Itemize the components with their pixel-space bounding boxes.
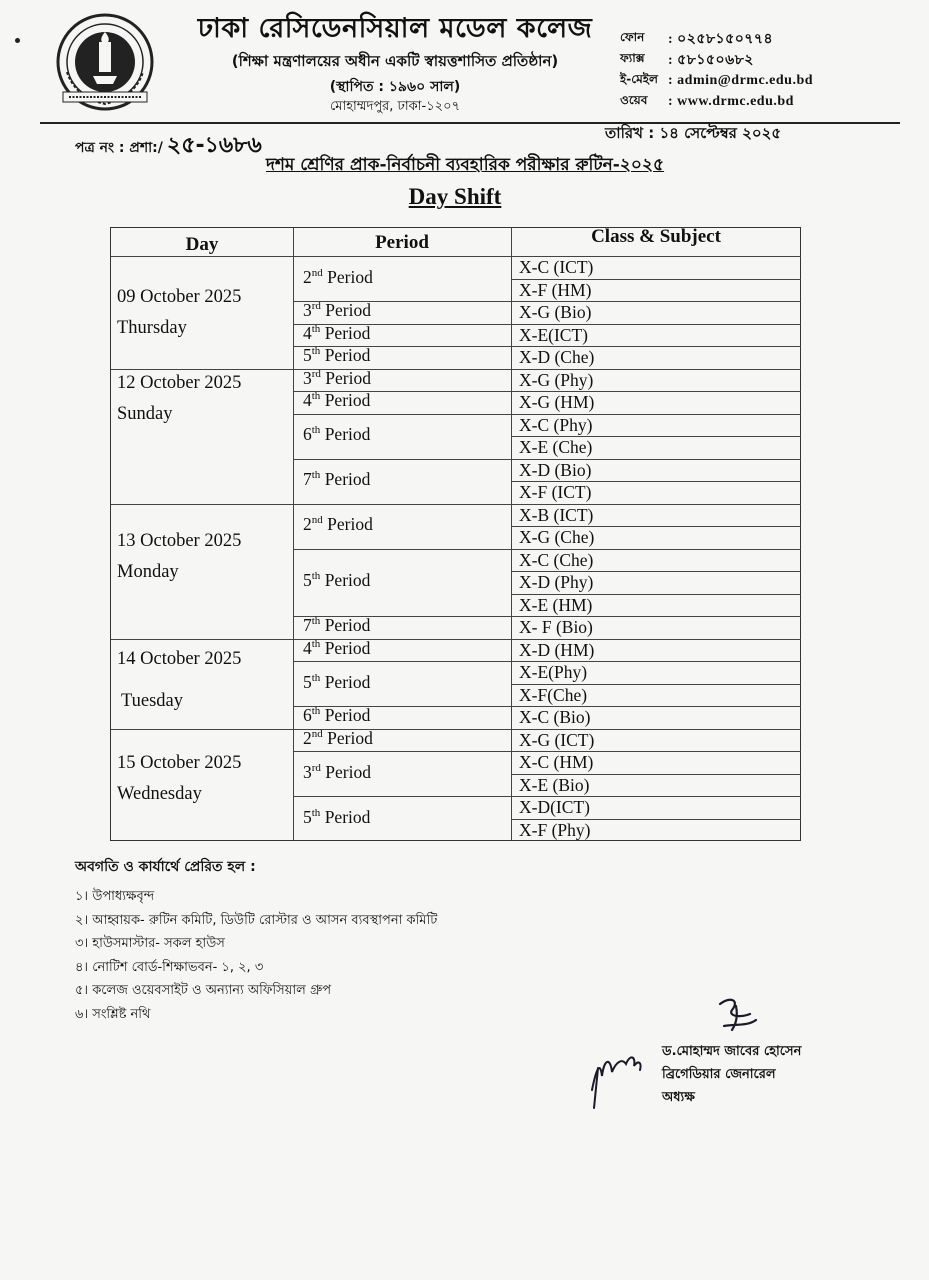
class-subject-cell: X-C (Che) bbox=[519, 549, 594, 570]
contact-label: ই-মেইল bbox=[620, 71, 658, 86]
day-date: 12 October 2025 bbox=[117, 373, 242, 393]
period-word: Period bbox=[320, 345, 371, 366]
period-cell bbox=[303, 424, 370, 445]
period-number: 2 bbox=[303, 727, 312, 748]
period-number: 3 bbox=[303, 761, 312, 782]
period-ordinal-suffix: th bbox=[311, 469, 321, 482]
period-number: 7 bbox=[303, 615, 312, 636]
period-row-divider bbox=[293, 796, 511, 797]
distribution-item: ১। উপাধ্যক্ষবৃন্দ bbox=[75, 889, 155, 904]
period-number: 5 bbox=[303, 671, 312, 692]
class-subject-cell: X-E (Bio) bbox=[519, 774, 590, 795]
period-word: Period bbox=[320, 705, 371, 726]
period-cell bbox=[303, 469, 370, 490]
column-divider bbox=[293, 228, 294, 840]
period-cell bbox=[303, 705, 370, 726]
distribution-item: ৩। হাউসমাস্টার- সকল হাউস bbox=[75, 936, 225, 951]
period-number: 4 bbox=[303, 637, 312, 658]
distribution-item: ৪। নোটিশ বোর্ড-শিক্ষাভবন- ১, ২, ৩ bbox=[75, 959, 264, 975]
class-subject-cell: X-E(Phy) bbox=[519, 662, 588, 682]
period-number: 6 bbox=[303, 424, 312, 444]
shift-title: Day Shift bbox=[408, 184, 502, 209]
period-word: Period bbox=[320, 424, 371, 444]
distribution-item: ৫। কলেজ ওয়েবসাইট ও অন্যান্য অফিসিয়াল গ্রুপ bbox=[75, 983, 332, 998]
period-row-divider bbox=[293, 661, 511, 662]
contact-value: : www.drmc.edu.bd bbox=[668, 93, 794, 109]
class-subject-cell: X-C (ICT) bbox=[519, 257, 594, 277]
header-day: Day bbox=[185, 234, 219, 255]
class-subject-cell: X-F (ICT) bbox=[519, 482, 592, 502]
day-weekday: Sunday bbox=[117, 404, 173, 424]
distribution-list bbox=[75, 855, 437, 1026]
class-subject-cell: X-F (Phy) bbox=[519, 819, 591, 840]
period-word: Period bbox=[322, 514, 373, 534]
period-number: 4 bbox=[303, 390, 312, 411]
period-number: 2 bbox=[303, 514, 312, 534]
period-word: Period bbox=[320, 300, 371, 321]
period-cell bbox=[303, 672, 370, 693]
period-ordinal-suffix: rd bbox=[311, 367, 321, 380]
day-cell bbox=[117, 526, 241, 588]
period-number: 5 bbox=[303, 806, 312, 827]
period-word: Period bbox=[320, 615, 371, 636]
contact-fax bbox=[620, 49, 920, 70]
period-word: Period bbox=[320, 390, 371, 411]
class-subject-cell: X- F (Bio) bbox=[519, 617, 593, 637]
period-ordinal-suffix: th bbox=[311, 424, 321, 437]
period-word: Period bbox=[320, 671, 371, 692]
period-ordinal-suffix: nd bbox=[311, 514, 323, 527]
class-subject-cell: X-D (Che) bbox=[519, 347, 595, 367]
memo-handwritten-number: ২৫-১৬৮৬ bbox=[166, 133, 262, 158]
class-subject-cell: X-C (Bio) bbox=[519, 707, 591, 727]
class-subject-cell: X-E(ICT) bbox=[519, 324, 589, 345]
contact-value: : ৫৮১৫০৬৮২ bbox=[668, 52, 754, 68]
day-cell bbox=[117, 368, 241, 430]
class-subject-cell: X-E (Che) bbox=[519, 437, 593, 457]
period-word: Period bbox=[322, 266, 373, 287]
period-number: 5 bbox=[303, 345, 312, 366]
period-ordinal-suffix: th bbox=[311, 345, 321, 358]
period-ordinal-suffix: th bbox=[311, 322, 321, 335]
period-ordinal-suffix: th bbox=[311, 390, 321, 403]
period-number: 7 bbox=[303, 469, 312, 489]
margin-dot bbox=[15, 38, 20, 43]
period-row-divider bbox=[293, 459, 511, 460]
class-subject-cell: X-C (Phy) bbox=[519, 414, 593, 435]
period-ordinal-suffix: th bbox=[311, 705, 321, 718]
period-row-divider bbox=[293, 504, 511, 505]
class-subject-cell: X-C (HM) bbox=[519, 752, 594, 772]
class-subject-cell: X-G (Phy) bbox=[519, 369, 594, 390]
period-word: Period bbox=[322, 727, 373, 748]
class-subject-cell: X-E (HM) bbox=[519, 594, 593, 615]
period-number: 4 bbox=[303, 322, 312, 343]
header-row-divider bbox=[111, 256, 801, 257]
period-number: 5 bbox=[303, 570, 312, 591]
period-ordinal-suffix: rd bbox=[311, 300, 321, 313]
period-ordinal-suffix: nd bbox=[311, 266, 323, 279]
period-row-divider bbox=[293, 751, 511, 752]
class-subject-cell: X-F(Che) bbox=[519, 684, 588, 705]
contact-email bbox=[620, 70, 920, 91]
period-ordinal-suffix: th bbox=[311, 615, 321, 628]
contact-label: ওয়েব bbox=[620, 92, 648, 107]
signatory-designation: অধ্যক্ষ bbox=[662, 1090, 695, 1105]
day-weekday: Wednesday bbox=[117, 784, 202, 804]
contact-label: ফোন bbox=[620, 29, 645, 44]
class-subject-cell: X-B (ICT) bbox=[519, 504, 594, 525]
period-cell bbox=[303, 267, 373, 288]
period-cell bbox=[303, 570, 370, 591]
contact-block bbox=[620, 28, 920, 112]
period-ordinal-suffix: th bbox=[311, 637, 321, 650]
college-established: (স্থাপিত : ১৯৬০ সাল) bbox=[329, 79, 461, 95]
period-ordinal-suffix: th bbox=[311, 806, 321, 819]
contact-value: : ০২৫৮১৫০৭৭৪ bbox=[668, 31, 774, 47]
signatory-rank: ব্রিগেডিয়ার জেনারেল bbox=[662, 1067, 776, 1082]
period-cell bbox=[303, 514, 373, 535]
period-row-divider bbox=[293, 414, 511, 415]
class-subject-cell: X-D (Bio) bbox=[519, 459, 592, 480]
period-ordinal-suffix: nd bbox=[311, 727, 323, 740]
column-divider bbox=[511, 228, 512, 840]
class-subject-cell: X-G (HM) bbox=[519, 392, 595, 412]
period-ordinal-suffix: rd bbox=[311, 761, 321, 774]
day-row-divider bbox=[111, 504, 293, 505]
class-subject-cell: X-G (Che) bbox=[519, 527, 595, 547]
period-cell bbox=[303, 345, 370, 366]
contact-label: ফ্যাক্স bbox=[620, 50, 645, 65]
period-number: 6 bbox=[303, 705, 312, 726]
college-address: মোহাম্মদপুর, ঢাকা-১২০৭ bbox=[329, 99, 461, 114]
period-word: Period bbox=[320, 761, 371, 782]
class-subject-cell: X-G (ICT) bbox=[519, 729, 595, 750]
period-word: Period bbox=[320, 367, 371, 388]
class-subject-cell: X-D(ICT) bbox=[519, 797, 590, 817]
period-word: Period bbox=[320, 806, 371, 827]
college-name: ঢাকা রেসিডেনসিয়াল মডেল কলেজ bbox=[197, 13, 593, 44]
issue-date: তারিখ : ১৪ সেপ্টেম্বর ২০২৫ bbox=[605, 124, 782, 142]
class-subject-cell: X-G (Bio) bbox=[519, 302, 592, 322]
period-row-divider bbox=[293, 549, 511, 550]
day-weekday: Tuesday bbox=[121, 691, 184, 711]
day-cell bbox=[117, 638, 241, 722]
day-date: 15 October 2025 bbox=[117, 753, 242, 773]
routine-table bbox=[110, 227, 801, 841]
day-row-divider bbox=[111, 639, 293, 640]
period-cell bbox=[303, 323, 370, 344]
signatory-name: ড.মোহাম্মদ জাবের হোসেন bbox=[662, 1044, 802, 1059]
period-word: Period bbox=[320, 637, 371, 658]
contact-phone bbox=[620, 28, 920, 49]
class-subject-cell: X-F (HM) bbox=[519, 279, 592, 300]
contact-web bbox=[620, 91, 920, 112]
period-word: Period bbox=[320, 570, 371, 591]
class-subject-cell: X-D (Phy) bbox=[519, 572, 594, 592]
period-cell bbox=[303, 300, 371, 321]
distribution-title: অবগতি ও কার্যার্থে প্রেরিত হল : bbox=[75, 859, 256, 875]
college-logo bbox=[55, 12, 155, 112]
period-number: 2 bbox=[303, 266, 312, 287]
period-cell bbox=[303, 728, 373, 749]
period-cell bbox=[303, 762, 371, 783]
day-date: 14 October 2025 bbox=[117, 649, 242, 669]
period-cell bbox=[303, 638, 370, 659]
period-cell bbox=[303, 368, 371, 389]
contact-value: : admin@drmc.edu.bd bbox=[668, 72, 814, 88]
day-date: 13 October 2025 bbox=[117, 531, 242, 551]
period-word: Period bbox=[320, 322, 371, 343]
day-cell bbox=[117, 748, 241, 810]
day-date: 09 October 2025 bbox=[117, 287, 242, 307]
distribution-item: ৬। সংশ্লিষ্ট নথি bbox=[75, 1006, 151, 1022]
period-ordinal-suffix: th bbox=[311, 570, 321, 583]
period-number: 3 bbox=[303, 367, 312, 388]
period-ordinal-suffix: th bbox=[311, 671, 321, 684]
class-subject-cell: X-D (HM) bbox=[519, 639, 595, 660]
period-number: 3 bbox=[303, 300, 312, 321]
period-cell bbox=[303, 390, 370, 411]
distribution-item: ২। আহ্বায়ক- রুটিন কমিটি, ডিউটি রোস্টার ও আসন ব্যবস্থাপনা কমিটি bbox=[75, 912, 438, 928]
day-weekday: Monday bbox=[117, 562, 179, 582]
routine-title: দশম শ্রেণির প্রাক-নির্বাচনী ব্যবহারিক পরীক্ষার রুটিন-২০২৫ bbox=[265, 155, 665, 175]
day-row-divider bbox=[111, 369, 293, 370]
header-class-subject: Class & Subject bbox=[591, 226, 721, 247]
memo-label: পত্র নং : প্রশা:/ bbox=[75, 140, 163, 156]
period-cell bbox=[303, 807, 370, 828]
day-cell bbox=[117, 282, 241, 344]
period-cell bbox=[303, 615, 370, 636]
signatory-block bbox=[662, 1040, 801, 1109]
college-subtitle: (শিক্ষা মন্ত্রণালয়ের অধীন একটি স্বায়ত্তশাসিত প্রতিষ্ঠান) bbox=[231, 52, 559, 70]
day-weekday: Thursday bbox=[117, 318, 187, 338]
day-row-divider bbox=[111, 729, 293, 730]
header-period: Period bbox=[375, 232, 429, 253]
period-word: Period bbox=[320, 469, 371, 489]
